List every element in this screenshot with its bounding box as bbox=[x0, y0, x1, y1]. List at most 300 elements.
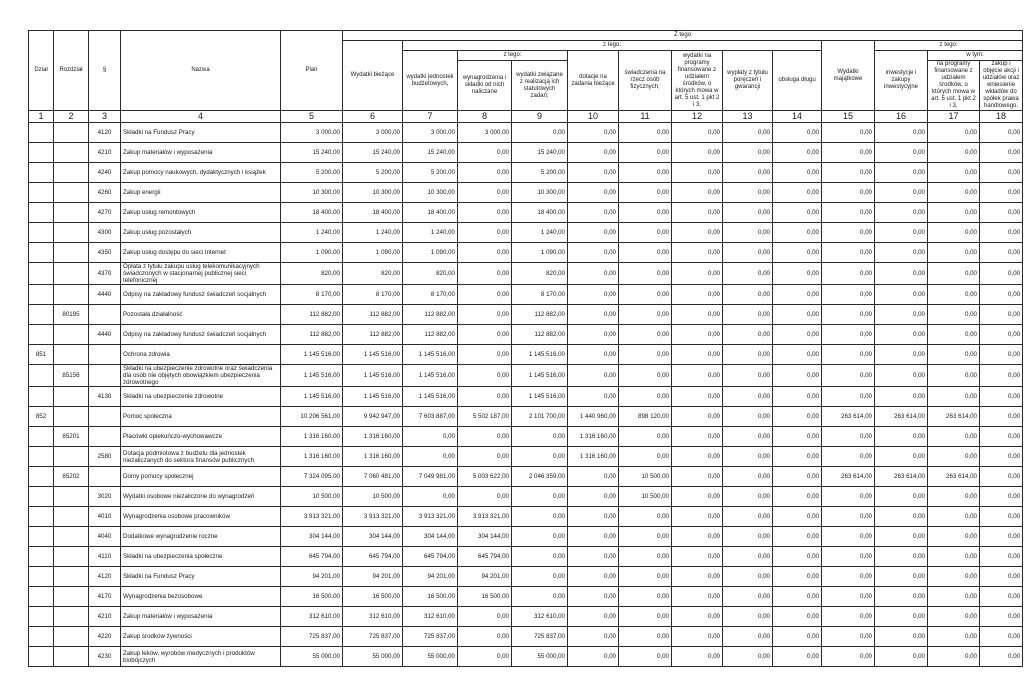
wydatki-statutowe-cell: 1 145 516,00 bbox=[512, 345, 568, 365]
paragraf-cell bbox=[89, 407, 121, 427]
inwestycje-cell: 0,00 bbox=[875, 365, 928, 387]
swiadczenia-cell: 0,00 bbox=[619, 447, 672, 467]
rozdzial-cell bbox=[54, 285, 89, 305]
wynagrodzenia-cell: 0,00 bbox=[458, 387, 512, 407]
dotacje-cell: 0,00 bbox=[568, 243, 619, 263]
wyplaty-cell: 0,00 bbox=[723, 487, 773, 507]
paragraf-cell: 4130 bbox=[89, 387, 121, 407]
swiadczenia-cell: 0,00 bbox=[619, 547, 672, 567]
rozdzial-cell: 85202 bbox=[54, 467, 89, 487]
wydatki-biezace-cell: 94 201,00 bbox=[343, 567, 403, 587]
wynagrodzenia-cell: 0,00 bbox=[458, 163, 512, 183]
wydatki-statutowe-cell: 1 090,00 bbox=[512, 243, 568, 263]
dotacje-cell: 0,00 bbox=[568, 567, 619, 587]
wydatki-jednostek-cell: 1 145 516,00 bbox=[403, 345, 458, 365]
plan-cell: 1 090,00 bbox=[281, 243, 343, 263]
wydatki-programy-cell: 0,00 bbox=[672, 647, 723, 667]
plan-cell: 725 837,00 bbox=[281, 627, 343, 647]
obsluga-dlugu-cell: 0,00 bbox=[773, 123, 822, 143]
wydatki-programy-cell: 0,00 bbox=[672, 365, 723, 387]
dzial-cell bbox=[29, 467, 54, 487]
dotacje-cell: 0,00 bbox=[568, 387, 619, 407]
plan-cell: 1 145 516,00 bbox=[281, 365, 343, 387]
rozdzial-cell bbox=[54, 325, 89, 345]
wyplaty-cell: 0,00 bbox=[723, 627, 773, 647]
wydatki-majatkowe-cell: 0,00 bbox=[822, 243, 875, 263]
dotacje-cell: 0,00 bbox=[568, 305, 619, 325]
table-row bbox=[29, 285, 1023, 305]
header-obsluga-dlugu: obsługa długu bbox=[773, 51, 822, 111]
dotacje-cell: 1 316 160,00 bbox=[568, 427, 619, 447]
header-rozdzial: Rozdział bbox=[54, 31, 89, 111]
table-row bbox=[29, 325, 1023, 345]
wyplaty-cell: 0,00 bbox=[723, 325, 773, 345]
wynagrodzenia-cell: 94 201,00 bbox=[458, 567, 512, 587]
swiadczenia-cell: 0,00 bbox=[619, 203, 672, 223]
dzial-cell bbox=[29, 163, 54, 183]
programy-majatkowe-cell: 0,00 bbox=[928, 345, 980, 365]
wydatki-biezace-cell: 304 144,00 bbox=[343, 527, 403, 547]
wydatki-majatkowe-cell: 0,00 bbox=[822, 263, 875, 285]
dotacje-cell: 0,00 bbox=[568, 345, 619, 365]
dzial-cell bbox=[29, 567, 54, 587]
wydatki-statutowe-cell: 1 240,00 bbox=[512, 223, 568, 243]
dzial-cell bbox=[29, 427, 54, 447]
header-wydatki-biezace: Wydatki bieżące bbox=[343, 41, 403, 111]
dzial-cell bbox=[29, 325, 54, 345]
paragraf-cell: 4260 bbox=[89, 183, 121, 203]
rozdzial-cell bbox=[54, 627, 89, 647]
obsluga-dlugu-cell: 0,00 bbox=[773, 607, 822, 627]
paragraf-cell: 3020 bbox=[89, 487, 121, 507]
inwestycje-cell: 0,00 bbox=[875, 447, 928, 467]
table-row bbox=[29, 243, 1023, 263]
wynagrodzenia-cell: 304 144,00 bbox=[458, 527, 512, 547]
dotacje-cell: 0,00 bbox=[568, 647, 619, 667]
wydatki-statutowe-cell: 312 610,00 bbox=[512, 607, 568, 627]
inwestycje-cell: 0,00 bbox=[875, 305, 928, 325]
table-row bbox=[29, 467, 1023, 487]
dotacje-cell: 0,00 bbox=[568, 587, 619, 607]
programy-majatkowe-cell: 0,00 bbox=[928, 647, 980, 667]
wydatki-programy-cell: 0,00 bbox=[672, 163, 723, 183]
wydatki-statutowe-cell: 5 200,00 bbox=[512, 163, 568, 183]
plan-cell: 304 144,00 bbox=[281, 527, 343, 547]
swiadczenia-cell: 0,00 bbox=[619, 183, 672, 203]
wyplaty-cell: 0,00 bbox=[723, 387, 773, 407]
table-row bbox=[29, 143, 1023, 163]
inwestycje-cell: 0,00 bbox=[875, 345, 928, 365]
plan-cell: 1 145 516,00 bbox=[281, 387, 343, 407]
column-number-row bbox=[29, 111, 1023, 123]
swiadczenia-cell: 0,00 bbox=[619, 345, 672, 365]
wydatki-majatkowe-cell: 0,00 bbox=[822, 183, 875, 203]
dzial-cell bbox=[29, 203, 54, 223]
akcje-udzialy-cell: 0,00 bbox=[980, 567, 1023, 587]
wyplaty-cell: 0,00 bbox=[723, 223, 773, 243]
swiadczenia-cell: 0,00 bbox=[619, 263, 672, 285]
wydatki-majatkowe-cell: 0,00 bbox=[822, 527, 875, 547]
budget-table bbox=[28, 30, 1023, 667]
wyplaty-cell: 0,00 bbox=[723, 467, 773, 487]
wydatki-programy-cell: 0,00 bbox=[672, 627, 723, 647]
header-paragraf: § bbox=[89, 31, 121, 111]
wynagrodzenia-cell: 0,00 bbox=[458, 143, 512, 163]
obsluga-dlugu-cell: 0,00 bbox=[773, 163, 822, 183]
column-number: 15 bbox=[822, 111, 875, 123]
dzial-cell bbox=[29, 285, 54, 305]
akcje-udzialy-cell: 0,00 bbox=[980, 305, 1023, 325]
wydatki-programy-cell: 0,00 bbox=[672, 263, 723, 285]
wynagrodzenia-cell: 5 502 187,00 bbox=[458, 407, 512, 427]
akcje-udzialy-cell: 0,00 bbox=[980, 507, 1023, 527]
swiadczenia-cell: 0,00 bbox=[619, 587, 672, 607]
inwestycje-cell: 0,00 bbox=[875, 123, 928, 143]
dotacje-cell: 0,00 bbox=[568, 285, 619, 305]
nazwa-cell: Dotacja podmiotowa z budżetu dla jednostek niezaliczanych do sektora finansów publicznych bbox=[121, 447, 281, 467]
table-row bbox=[29, 607, 1023, 627]
wydatki-jednostek-cell: 1 240,00 bbox=[403, 223, 458, 243]
wyplaty-cell: 0,00 bbox=[723, 163, 773, 183]
budget-sheet bbox=[28, 30, 1022, 667]
akcje-udzialy-cell: 0,00 bbox=[980, 223, 1023, 243]
paragraf-cell: 4040 bbox=[89, 527, 121, 547]
dotacje-cell: 0,00 bbox=[568, 183, 619, 203]
wydatki-programy-cell: 0,00 bbox=[672, 447, 723, 467]
obsluga-dlugu-cell: 0,00 bbox=[773, 345, 822, 365]
wydatki-jednostek-cell: 55 000,00 bbox=[403, 647, 458, 667]
inwestycje-cell: 0,00 bbox=[875, 387, 928, 407]
wydatki-statutowe-cell: 0,00 bbox=[512, 123, 568, 143]
wydatki-programy-cell: 0,00 bbox=[672, 487, 723, 507]
wydatki-biezace-cell: 1 145 516,00 bbox=[343, 387, 403, 407]
paragraf-cell: 4120 bbox=[89, 123, 121, 143]
nazwa-cell: Składki na Fundusz Pracy bbox=[121, 123, 281, 143]
obsluga-dlugu-cell: 0,00 bbox=[773, 427, 822, 447]
akcje-udzialy-cell: 0,00 bbox=[980, 387, 1023, 407]
table-row bbox=[29, 527, 1023, 547]
header-z-tego-3: z tego: bbox=[875, 41, 1023, 51]
nazwa-cell: Zakup energii bbox=[121, 183, 281, 203]
plan-cell: 18 400,00 bbox=[281, 203, 343, 223]
dzial-cell bbox=[29, 487, 54, 507]
wydatki-majatkowe-cell: 0,00 bbox=[822, 387, 875, 407]
plan-cell: 645 794,00 bbox=[281, 547, 343, 567]
wynagrodzenia-cell: 0,00 bbox=[458, 243, 512, 263]
wydatki-programy-cell: 0,00 bbox=[672, 607, 723, 627]
nazwa-cell: Dodatkowe wynagrodzenie roczne bbox=[121, 527, 281, 547]
wyplaty-cell: 0,00 bbox=[723, 305, 773, 325]
wynagrodzenia-cell: 16 500,00 bbox=[458, 587, 512, 607]
dotacje-cell: 0,00 bbox=[568, 325, 619, 345]
dotacje-cell: 0,00 bbox=[568, 547, 619, 567]
column-number: 18 bbox=[980, 111, 1023, 123]
wydatki-jednostek-cell: 7 049 981,00 bbox=[403, 467, 458, 487]
programy-majatkowe-cell: 263 614,00 bbox=[928, 467, 980, 487]
table-row bbox=[29, 123, 1023, 143]
obsluga-dlugu-cell: 0,00 bbox=[773, 467, 822, 487]
paragraf-cell: 4010 bbox=[89, 507, 121, 527]
swiadczenia-cell: 0,00 bbox=[619, 123, 672, 143]
plan-cell: 94 201,00 bbox=[281, 567, 343, 587]
dzial-cell bbox=[29, 527, 54, 547]
dotacje-cell: 0,00 bbox=[568, 365, 619, 387]
paragraf-cell: 4270 bbox=[89, 203, 121, 223]
nazwa-cell: Składki na ubezpieczenie zdrowotne oraz świadczenia dla osób nie objętych obowiązkiem ubezpieczenia zdrowotnego bbox=[121, 365, 281, 387]
wydatki-jednostek-cell: 304 144,00 bbox=[403, 527, 458, 547]
wydatki-majatkowe-cell: 0,00 bbox=[822, 163, 875, 183]
table-header bbox=[29, 31, 1023, 123]
rozdzial-cell bbox=[54, 263, 89, 285]
swiadczenia-cell: 898 120,00 bbox=[619, 407, 672, 427]
swiadczenia-cell: 0,00 bbox=[619, 243, 672, 263]
programy-majatkowe-cell: 0,00 bbox=[928, 387, 980, 407]
wydatki-majatkowe-cell: 263 614,00 bbox=[822, 407, 875, 427]
inwestycje-cell: 0,00 bbox=[875, 427, 928, 447]
wyplaty-cell: 0,00 bbox=[723, 345, 773, 365]
dotacje-cell: 0,00 bbox=[568, 223, 619, 243]
dotacje-cell: 1 440 960,00 bbox=[568, 407, 619, 427]
obsluga-dlugu-cell: 0,00 bbox=[773, 647, 822, 667]
wydatki-jednostek-cell: 94 201,00 bbox=[403, 567, 458, 587]
paragraf-cell: 4230 bbox=[89, 647, 121, 667]
wydatki-biezace-cell: 312 610,00 bbox=[343, 607, 403, 627]
column-number: 11 bbox=[619, 111, 672, 123]
paragraf-cell: 2580 bbox=[89, 447, 121, 467]
wynagrodzenia-cell: 645 794,00 bbox=[458, 547, 512, 567]
wynagrodzenia-cell: 0,00 bbox=[458, 325, 512, 345]
table-row bbox=[29, 387, 1023, 407]
paragraf-cell: 4370 bbox=[89, 263, 121, 285]
inwestycje-cell: 0,00 bbox=[875, 183, 928, 203]
table-row bbox=[29, 587, 1023, 607]
wydatki-programy-cell: 0,00 bbox=[672, 587, 723, 607]
header-wydatki-statutowe: wydatki związane z realizacją ich statutowych zadań; bbox=[512, 61, 568, 111]
swiadczenia-cell: 0,00 bbox=[619, 163, 672, 183]
wynagrodzenia-cell: 0,00 bbox=[458, 183, 512, 203]
header-wydatki-majatkowe: Wydatki majątkowe bbox=[822, 41, 875, 111]
wyplaty-cell: 0,00 bbox=[723, 365, 773, 387]
akcje-udzialy-cell: 0,00 bbox=[980, 143, 1023, 163]
wydatki-biezace-cell: 3 913 321,00 bbox=[343, 507, 403, 527]
dzial-cell bbox=[29, 607, 54, 627]
wyplaty-cell: 0,00 bbox=[723, 285, 773, 305]
wydatki-majatkowe-cell: 0,00 bbox=[822, 487, 875, 507]
wydatki-majatkowe-cell: 0,00 bbox=[822, 223, 875, 243]
paragraf-cell bbox=[89, 427, 121, 447]
wydatki-statutowe-cell: 18 400,00 bbox=[512, 203, 568, 223]
plan-cell: 7 324 095,00 bbox=[281, 467, 343, 487]
rozdzial-cell bbox=[54, 487, 89, 507]
plan-cell: 1 240,00 bbox=[281, 223, 343, 243]
dotacje-cell: 0,00 bbox=[568, 163, 619, 183]
column-number: 5 bbox=[281, 111, 343, 123]
wynagrodzenia-cell: 0,00 bbox=[458, 305, 512, 325]
inwestycje-cell: 0,00 bbox=[875, 243, 928, 263]
wydatki-statutowe-cell: 112 882,00 bbox=[512, 325, 568, 345]
wydatki-programy-cell: 0,00 bbox=[672, 407, 723, 427]
programy-majatkowe-cell: 0,00 bbox=[928, 263, 980, 285]
plan-cell: 112 882,00 bbox=[281, 305, 343, 325]
wyplaty-cell: 0,00 bbox=[723, 447, 773, 467]
programy-majatkowe-cell: 0,00 bbox=[928, 527, 980, 547]
wydatki-jednostek-cell: 5 200,00 bbox=[403, 163, 458, 183]
paragraf-cell bbox=[89, 365, 121, 387]
rozdzial-cell bbox=[54, 507, 89, 527]
obsluga-dlugu-cell: 0,00 bbox=[773, 203, 822, 223]
wydatki-majatkowe-cell: 0,00 bbox=[822, 203, 875, 223]
column-number: 2 bbox=[54, 111, 89, 123]
wydatki-jednostek-cell: 1 145 516,00 bbox=[403, 365, 458, 387]
wydatki-programy-cell: 0,00 bbox=[672, 123, 723, 143]
programy-majatkowe-cell: 0,00 bbox=[928, 587, 980, 607]
wynagrodzenia-cell: 0,00 bbox=[458, 647, 512, 667]
programy-majatkowe-cell: 0,00 bbox=[928, 427, 980, 447]
wydatki-jednostek-cell: 0,00 bbox=[403, 427, 458, 447]
wyplaty-cell: 0,00 bbox=[723, 547, 773, 567]
dzial-cell bbox=[29, 123, 54, 143]
table-row bbox=[29, 223, 1023, 243]
rozdzial-cell bbox=[54, 567, 89, 587]
programy-majatkowe-cell: 0,00 bbox=[928, 607, 980, 627]
plan-cell: 5 200,00 bbox=[281, 163, 343, 183]
swiadczenia-cell: 0,00 bbox=[619, 647, 672, 667]
akcje-udzialy-cell: 0,00 bbox=[980, 325, 1023, 345]
table-row bbox=[29, 203, 1023, 223]
table-row bbox=[29, 407, 1023, 427]
nazwa-cell: Zakup usług remontowych bbox=[121, 203, 281, 223]
rozdzial-cell bbox=[54, 345, 89, 365]
inwestycje-cell: 0,00 bbox=[875, 325, 928, 345]
nazwa-cell: Wynagrodzenia osobowe pracowników bbox=[121, 507, 281, 527]
wydatki-programy-cell: 0,00 bbox=[672, 325, 723, 345]
swiadczenia-cell: 0,00 bbox=[619, 143, 672, 163]
wydatki-majatkowe-cell: 0,00 bbox=[822, 143, 875, 163]
akcje-udzialy-cell: 0,00 bbox=[980, 527, 1023, 547]
wydatki-statutowe-cell: 8 170,00 bbox=[512, 285, 568, 305]
wydatki-statutowe-cell: 0,00 bbox=[512, 427, 568, 447]
dotacje-cell: 0,00 bbox=[568, 203, 619, 223]
wydatki-statutowe-cell: 725 837,00 bbox=[512, 627, 568, 647]
table-row bbox=[29, 627, 1023, 647]
rozdzial-cell bbox=[54, 587, 89, 607]
obsluga-dlugu-cell: 0,00 bbox=[773, 325, 822, 345]
table-row bbox=[29, 365, 1023, 387]
wydatki-biezace-cell: 18 400,00 bbox=[343, 203, 403, 223]
dzial-cell bbox=[29, 223, 54, 243]
wyplaty-cell: 0,00 bbox=[723, 427, 773, 447]
wydatki-programy-cell: 0,00 bbox=[672, 507, 723, 527]
wydatki-statutowe-cell: 1 145 516,00 bbox=[512, 387, 568, 407]
obsluga-dlugu-cell: 0,00 bbox=[773, 627, 822, 647]
dotacje-cell: 0,00 bbox=[568, 263, 619, 285]
wydatki-biezace-cell: 3 000,00 bbox=[343, 123, 403, 143]
dotacje-cell: 0,00 bbox=[568, 123, 619, 143]
wynagrodzenia-cell: 5 003 622,00 bbox=[458, 467, 512, 487]
dotacje-cell: 0,00 bbox=[568, 143, 619, 163]
rozdzial-cell bbox=[54, 223, 89, 243]
header-dzial: Dział bbox=[29, 31, 54, 111]
paragraf-cell bbox=[89, 467, 121, 487]
wydatki-biezace-cell: 112 882,00 bbox=[343, 325, 403, 345]
programy-majatkowe-cell: 0,00 bbox=[928, 123, 980, 143]
programy-majatkowe-cell: 0,00 bbox=[928, 223, 980, 243]
wyplaty-cell: 0,00 bbox=[723, 143, 773, 163]
wydatki-biezace-cell: 1 145 516,00 bbox=[343, 345, 403, 365]
wydatki-majatkowe-cell: 0,00 bbox=[822, 627, 875, 647]
wydatki-jednostek-cell: 7 603 887,00 bbox=[403, 407, 458, 427]
akcje-udzialy-cell: 0,00 bbox=[980, 365, 1023, 387]
programy-majatkowe-cell: 0,00 bbox=[928, 163, 980, 183]
rozdzial-cell bbox=[54, 407, 89, 427]
header-akcje-udzialy: zakup i objęcie akcji i udziałów oraz wniesienie wkładów do spółek prawa handlowego. bbox=[980, 61, 1023, 111]
wydatki-statutowe-cell: 0,00 bbox=[512, 507, 568, 527]
wynagrodzenia-cell: 0,00 bbox=[458, 607, 512, 627]
paragraf-cell bbox=[89, 345, 121, 365]
wydatki-jednostek-cell: 645 794,00 bbox=[403, 547, 458, 567]
nazwa-cell: Opłata z tytułu zakupu usług telekomunikacyjnych świadczonych w stacjonarnej publicznej sieci telefonicznej bbox=[121, 263, 281, 285]
header-dotacje: dotacje na zadania bieżące bbox=[568, 51, 619, 111]
nazwa-cell: Pomoc społeczna bbox=[121, 407, 281, 427]
wydatki-majatkowe-cell: 0,00 bbox=[822, 447, 875, 467]
rozdzial-cell bbox=[54, 183, 89, 203]
header-nazwa: Nazwa bbox=[121, 31, 281, 111]
wydatki-jednostek-cell: 112 882,00 bbox=[403, 325, 458, 345]
obsluga-dlugu-cell: 0,00 bbox=[773, 285, 822, 305]
wyplaty-cell: 0,00 bbox=[723, 263, 773, 285]
swiadczenia-cell: 0,00 bbox=[619, 223, 672, 243]
dotacje-cell: 0,00 bbox=[568, 507, 619, 527]
plan-cell: 8 170,00 bbox=[281, 285, 343, 305]
obsluga-dlugu-cell: 0,00 bbox=[773, 547, 822, 567]
obsluga-dlugu-cell: 0,00 bbox=[773, 223, 822, 243]
wydatki-programy-cell: 0,00 bbox=[672, 243, 723, 263]
table-row bbox=[29, 345, 1023, 365]
wynagrodzenia-cell: 0,00 bbox=[458, 365, 512, 387]
rozdzial-cell bbox=[54, 547, 89, 567]
obsluga-dlugu-cell: 0,00 bbox=[773, 143, 822, 163]
wyplaty-cell: 0,00 bbox=[723, 607, 773, 627]
inwestycje-cell: 0,00 bbox=[875, 587, 928, 607]
wydatki-statutowe-cell: 0,00 bbox=[512, 547, 568, 567]
akcje-udzialy-cell: 0,00 bbox=[980, 243, 1023, 263]
dotacje-cell: 1 316 160,00 bbox=[568, 447, 619, 467]
obsluga-dlugu-cell: 0,00 bbox=[773, 387, 822, 407]
header-swiadczenia: świadczenia na rzecz osób fizycznych; bbox=[619, 51, 672, 111]
wydatki-jednostek-cell: 8 170,00 bbox=[403, 285, 458, 305]
header-z-tego-1: z tego: bbox=[403, 41, 822, 51]
column-number: 3 bbox=[89, 111, 121, 123]
plan-cell: 312 610,00 bbox=[281, 607, 343, 627]
obsluga-dlugu-cell: 0,00 bbox=[773, 447, 822, 467]
table-row bbox=[29, 547, 1023, 567]
column-number: 6 bbox=[343, 111, 403, 123]
wydatki-biezace-cell: 1 090,00 bbox=[343, 243, 403, 263]
akcje-udzialy-cell: 0,00 bbox=[980, 285, 1023, 305]
wydatki-programy-cell: 0,00 bbox=[672, 467, 723, 487]
wydatki-statutowe-cell: 0,00 bbox=[512, 587, 568, 607]
programy-majatkowe-cell: 0,00 bbox=[928, 325, 980, 345]
wydatki-jednostek-cell: 18 400,00 bbox=[403, 203, 458, 223]
plan-cell: 3 000,00 bbox=[281, 123, 343, 143]
paragraf-cell: 4350 bbox=[89, 243, 121, 263]
table-row bbox=[29, 507, 1023, 527]
header-inwestycje: inwestycje i zakupy inwestycyjne bbox=[875, 51, 928, 111]
swiadczenia-cell: 0,00 bbox=[619, 427, 672, 447]
paragraf-cell: 4440 bbox=[89, 285, 121, 305]
programy-majatkowe-cell: 0,00 bbox=[928, 447, 980, 467]
inwestycje-cell: 0,00 bbox=[875, 507, 928, 527]
